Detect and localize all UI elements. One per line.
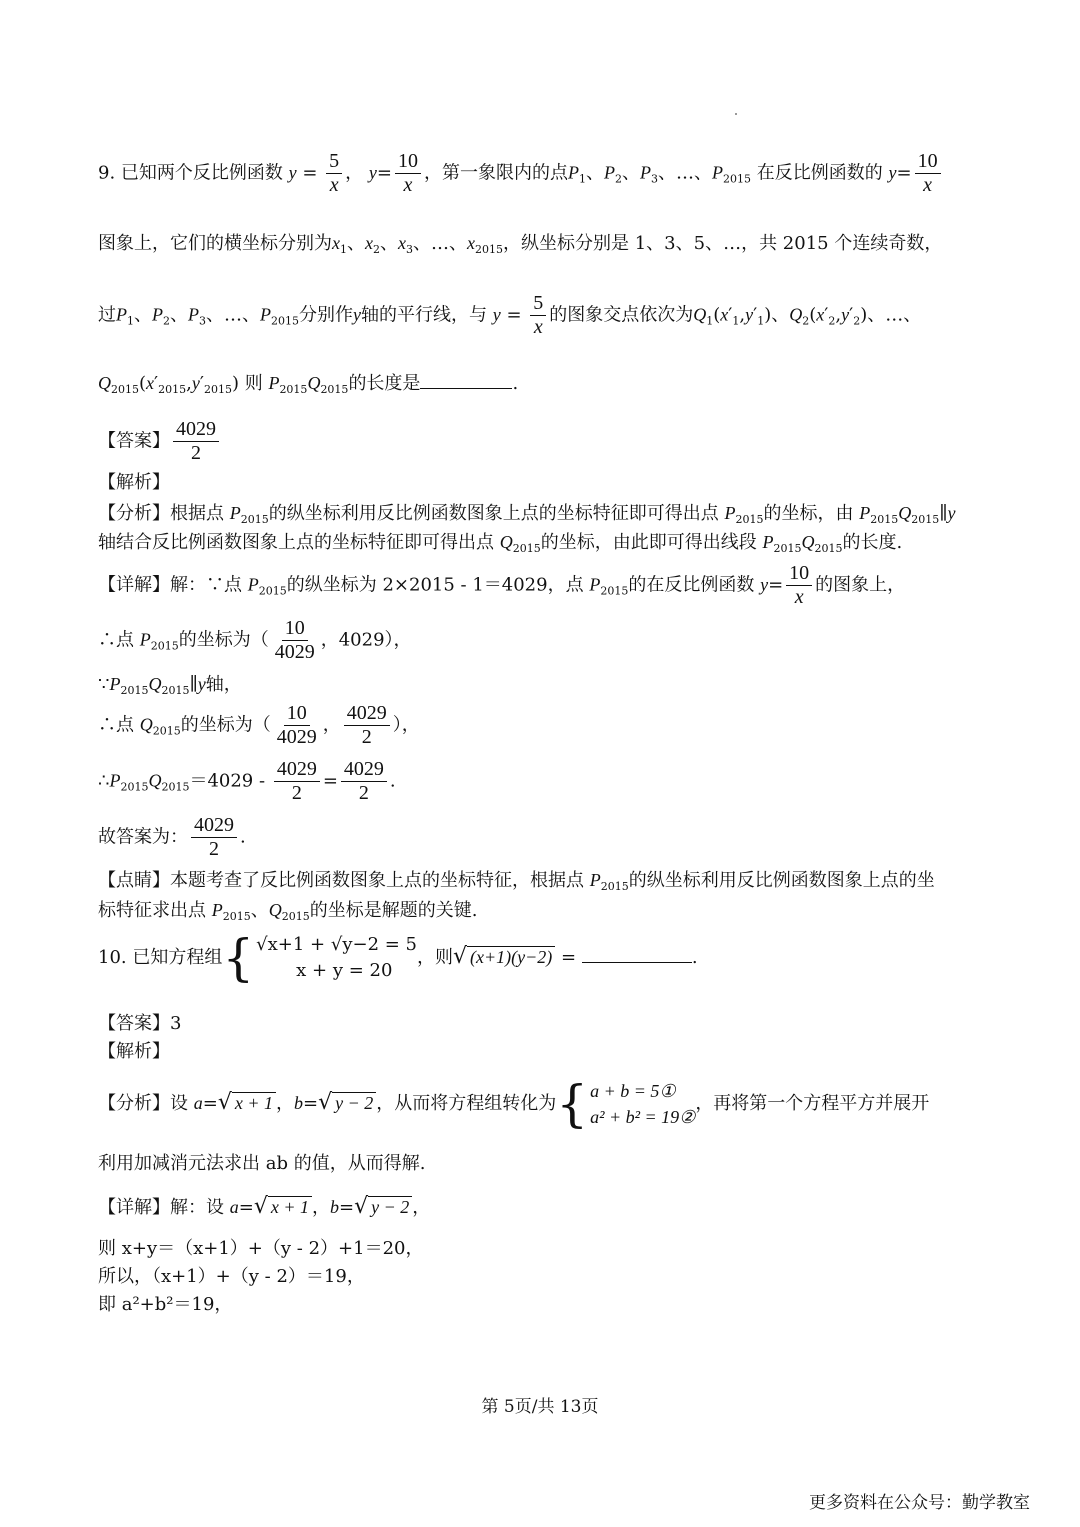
a9-answer: 【答案】 $\frac{4029}{2}$ <box>98 418 990 465</box>
fraction-10-x: $\frac{10}{x}$ <box>395 150 421 197</box>
a9-step4: $\therefore P_{2015}Q_{2015}=4029$ - $\frac{4029}{2}$ = $\frac{4029}{2}$ . <box>98 758 396 804</box>
q9-line2: 图象上，它们的横坐标分别为$x_1$、$x_2$、$x_3$、…、$x_{2015}$，纵坐标分别是 1、3、5、…，共 2015 个连续奇数， <box>98 233 943 256</box>
equation-system: { √x+1 + √y−2 = 5 x + y = 20 <box>222 929 418 988</box>
fraction-5-x: $\frac{5}{x}$ <box>326 150 342 197</box>
a9-step1: ∴点 $P_{2015}$的坐标为（ $\frac{10}{4029}$ ，4029）， <box>98 617 412 663</box>
a10-detail-line1: 【详解】解：设 a=√ x + 1 ，b=√ y − 2 ， <box>98 1194 431 1219</box>
a9-note-line2: 标特征求出点 $P_{2015}$、$Q_{2015}$的坐标是解题的关键. <box>98 900 478 923</box>
a9-note-line1: 【点睛】本题考查了反比例函数图象上点的坐标特征，根据点 $P_{2015}$的纵坐标利用反比例函数图象上点的坐 <box>98 870 935 893</box>
a9-step5: 故答案为： $\frac{4029}{2}$ . <box>98 814 246 860</box>
a10-analysis-line1: 【分析】设 a=√ x + 1 ，b=√ y − 2 ，从而将方程组转化为 { a + b = 5① a² + b² = 19② ，再将第一个方程平方并展开 <box>98 1075 930 1134</box>
q9-line1: 9. 已知两个反比例函数 y = $\frac{5}{x}$ ， y= $\frac{10}{x}$ ，第一象限内的点$P_1$、$P_2$、$P_3$、…、$P_{2015}$ 在反比例函数的 y= $\frac{10}{x}$ <box>98 150 990 197</box>
a9-analysis-line2: 轴结合反比例函数图象上点的坐标特征即可得出点 $Q_{2015}$的坐标，由此即可得出线段 $P_{2015}Q_{2015}$的长度. <box>98 532 903 555</box>
a10-analysis-line2: 利用加减消元法求出 ab 的值，从而得解. <box>98 1153 426 1174</box>
watermark: 更多资料在公众号：勤学教室 <box>809 1493 1030 1513</box>
a10-jiexi: 【解析】 <box>98 1041 170 1062</box>
answer-blank-10 <box>582 948 692 963</box>
answer-blank <box>420 374 512 389</box>
sqrt-expression: √ (x+1)(y−2) <box>453 943 555 972</box>
page-footer: 第 5页/共 13页 <box>481 1397 599 1417</box>
a10-answer: 【答案】3 <box>98 1013 182 1034</box>
a10-detail-line4: 即 a²+b²＝19， <box>98 1294 233 1315</box>
a9-step3: ∴点 $Q_{2015}$的坐标为（ $\frac{10}{4029}$ ， $\frac{4029}{2}$ ）， <box>98 702 420 748</box>
speck <box>735 113 737 115</box>
a10-detail-line2: 则 x+y＝（x+1）+（y - 2）+1＝20， <box>98 1238 424 1259</box>
q9-line3: 过$P_1$、$P_2$、$P_3$、…、$P_{2015}$分别作y轴的平行线，与 y = $\frac{5}{x}$ 的图象交点依次为$Q_1(x'_1,y'_1)$、$Q_2(x'_2,y'_2)$、…、 <box>98 292 922 338</box>
q10-line: 10. 已知方程组 { √x+1 + √y−2 = 5 x + y = 20 ，则√ (x+1)(y−2) = . <box>98 929 698 988</box>
a9-step2: $\because P_{2015}Q_{2015}\parallel y$轴， <box>98 674 242 697</box>
a9-jiexi: 【解析】 <box>98 472 170 493</box>
a10-detail-line3: 所以，（x+1）+（y - 2）＝19， <box>98 1266 365 1287</box>
q9-line4: $Q_{2015}(x'_{2015},y'_{2015})$ 则 $P_{2015}Q_{2015}$的长度是 . <box>98 373 519 396</box>
a9-analysis-line1: 【分析】根据点 $P_{2015}$的纵坐标利用反比例函数图象上点的坐标特征即可得出点 $P_{2015}$的坐标，由 $P_{2015}Q_{2015}\parallel y$ <box>98 503 956 526</box>
a9-detail-line1: 【详解】解：∵点 $P_{2015}$的纵坐标为 2×2015 - 1＝4029，点 $P_{2015}$的在反比例函数 y= $\frac{10}{x}$ 的图象上， <box>98 562 906 608</box>
